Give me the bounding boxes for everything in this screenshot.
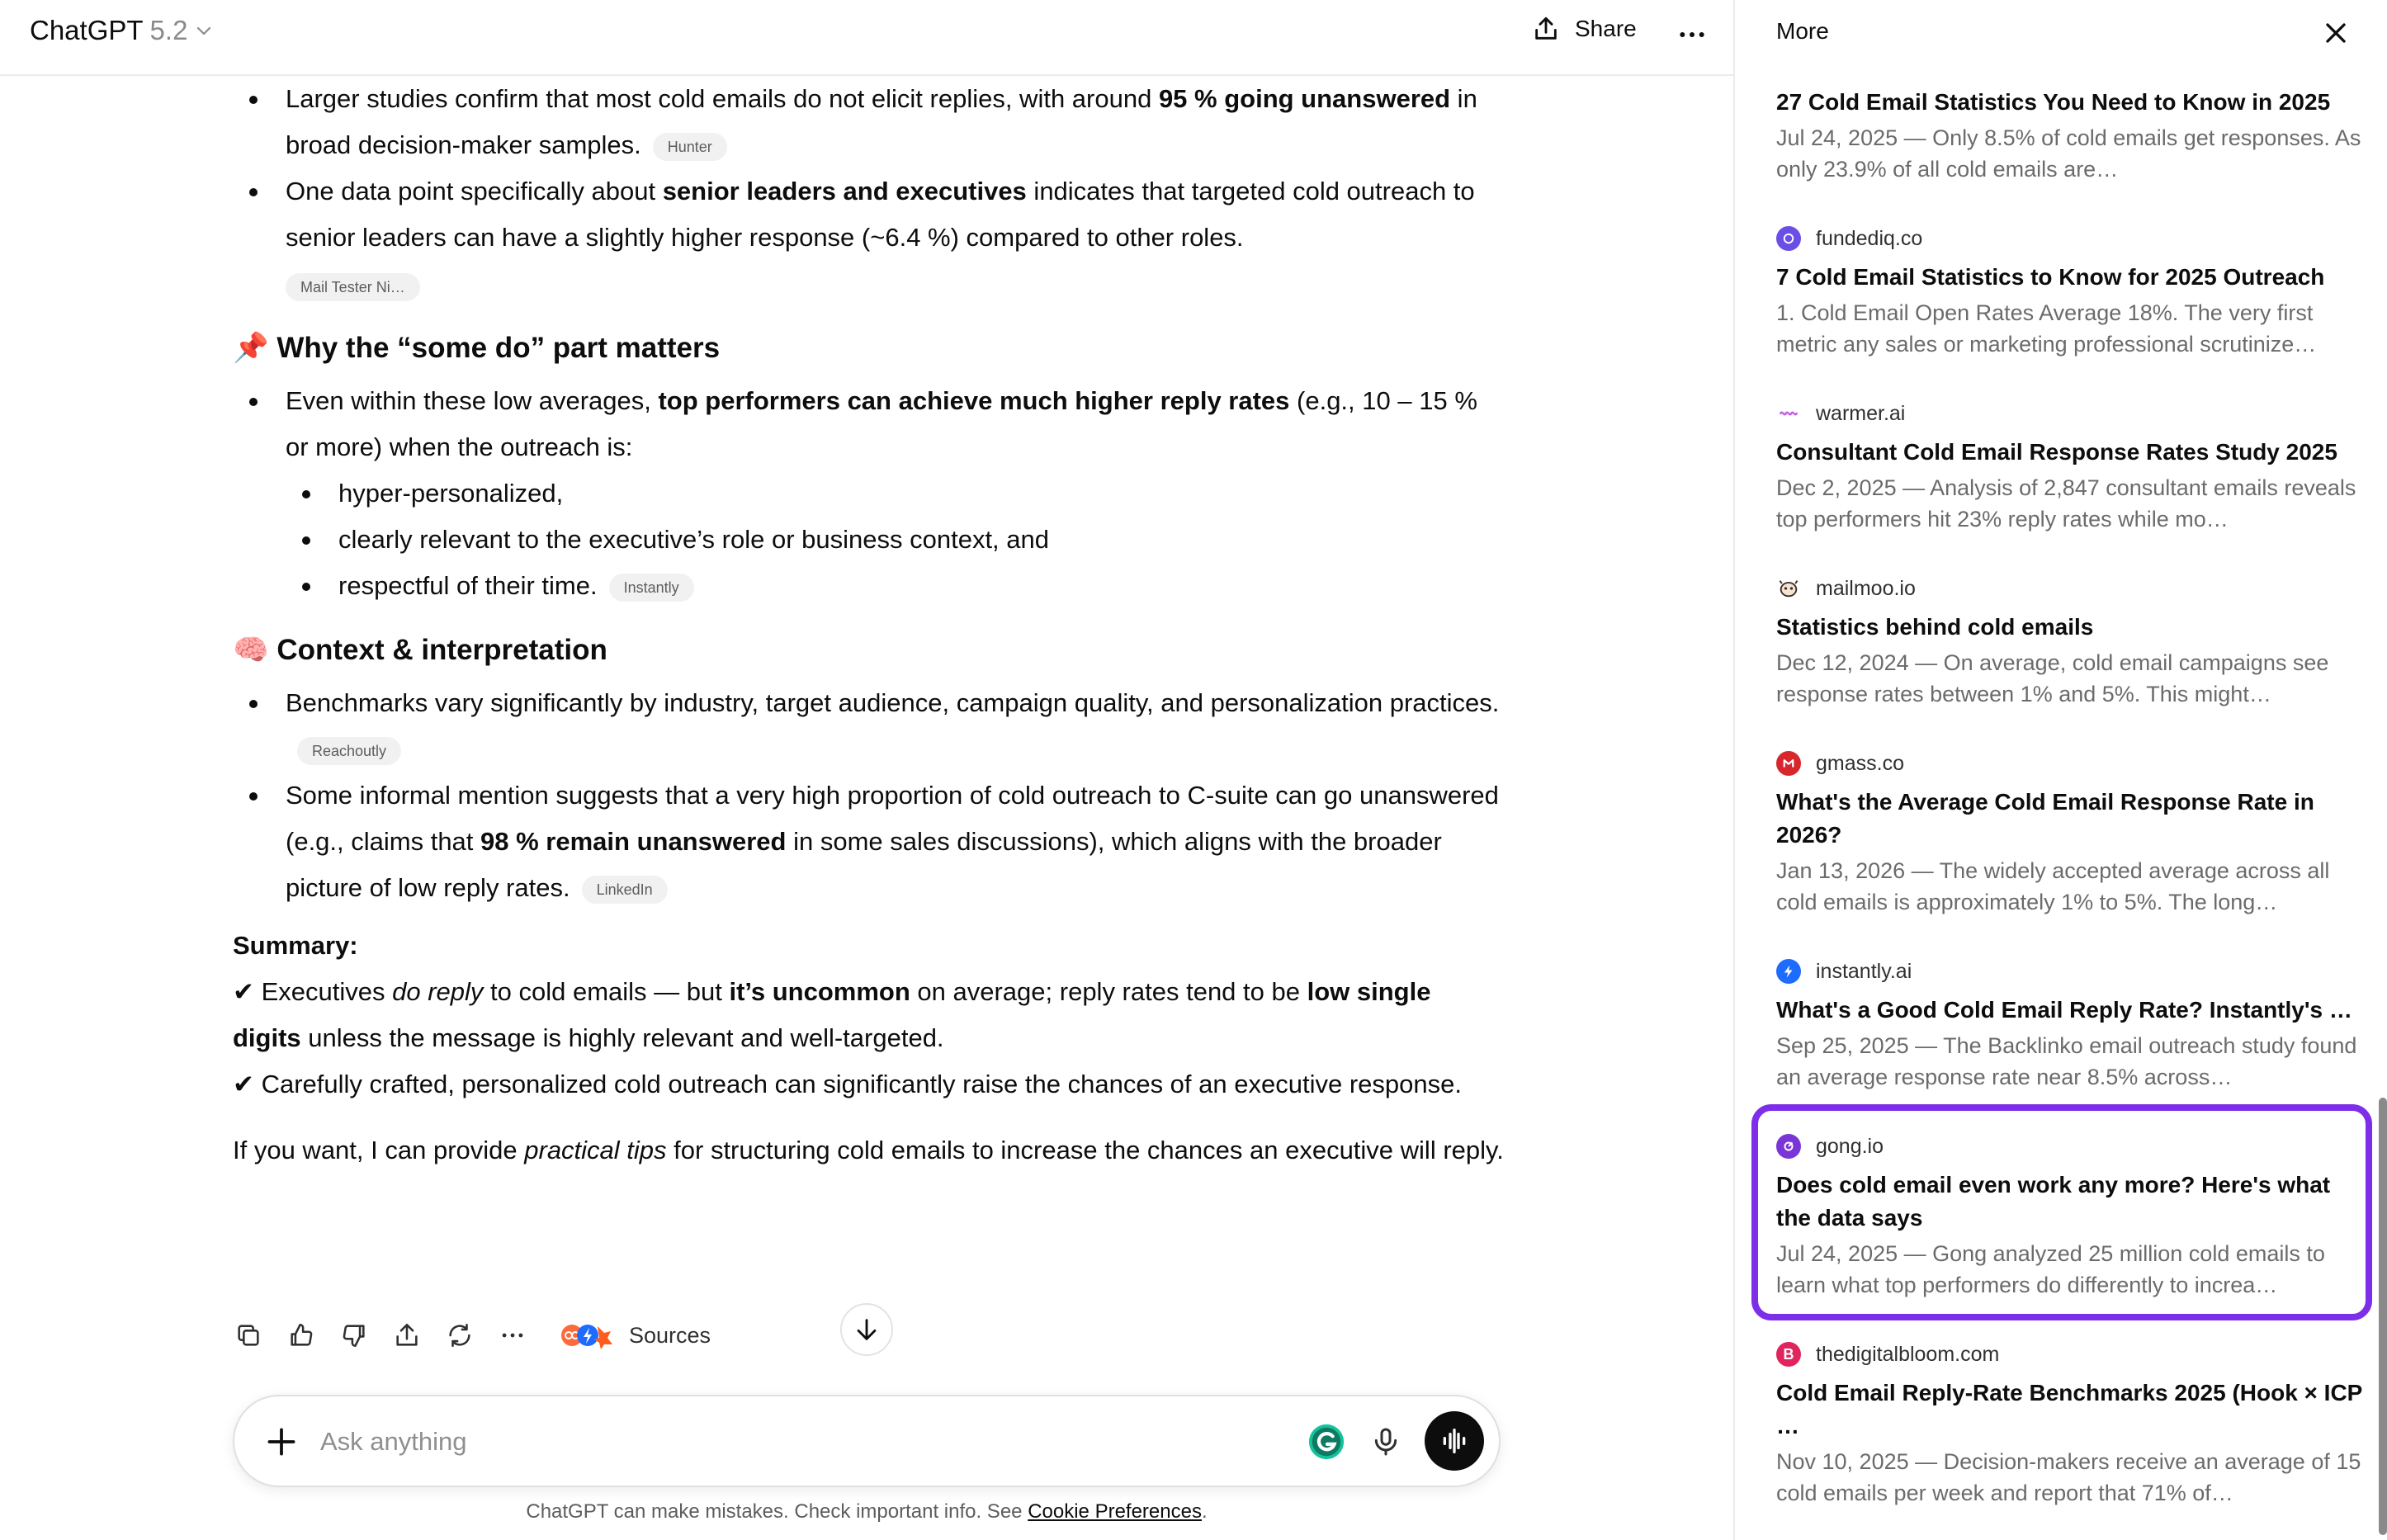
prompt-input[interactable] [320,1421,1476,1462]
list-item: clearly relevant to the executive’s role or business context, and [233,517,1504,563]
summary-label: Summary: [233,931,358,960]
share-icon [1532,15,1560,43]
assistant-message [233,76,1504,1174]
sources-button[interactable] [560,1321,711,1349]
panel-header [1735,0,2387,64]
microphone-icon[interactable] [1365,1421,1406,1462]
more-options-icon[interactable] [1676,18,1709,51]
voice-mode-button[interactable] [1425,1411,1484,1471]
citation-chip[interactable]: Instantly [609,574,694,602]
summary-line: ✔ Carefully crafted, personalized cold outreach can significantly raise the chances of an executive response. [233,1070,1462,1098]
disclaimer: ChatGPT can make mistakes. Check important info. See Cookie Preferences. [526,1500,1208,1523]
share-button[interactable] [1532,15,1637,43]
gmass-icon [1776,751,1801,776]
cookie-preferences-link[interactable]: Cookie Preferences [1028,1500,1202,1523]
citation-chip[interactable]: Mail Tester Ni… [286,273,420,301]
source-item[interactable]: fundediq.co 7 Cold Email Statistics to Know for 2025 Outreach 1. Cold Email Open Rates Average 18%. The very first metric any sales or marketing professional scrutinize… [1776,226,2325,357]
arrow-down-icon [853,1316,881,1344]
bullet-list [233,680,1504,911]
top-bar [0,0,1733,76]
message-actions [233,1311,711,1360]
share-message-icon[interactable] [391,1320,423,1351]
sources-label: Sources [629,1322,711,1348]
source-item[interactable]: gmass.co What's the Average Cold Email Response Rate in 2026? Jan 13, 2026 — The widely accepted average across all cold emails is approximately 1% to 5%. The long… [1776,751,2330,914]
list-item: respectful of their time. Instantly [233,563,1504,609]
source-item-highlighted[interactable]: gong.io Does cold email even work any more? Here's what the data says Jul 24, 2025 — Gong analyzed 25 million cold emails to learn what top performers do differently to increa… [1776,1134,2331,1297]
brain-icon: 🧠 [233,634,269,666]
source-item[interactable]: instantly.ai What's a Good Cold Email Reply Rate? Instantly's … Sep 25, 2025 — The Backlinko email outreach study found an average response rate near 8.5% across… [1776,959,2357,1089]
panel-title: More [1776,18,1829,44]
citation-chip[interactable]: LinkedIn [582,876,668,904]
bullet-list [233,378,1504,470]
thumbs-up-icon[interactable] [286,1320,317,1351]
source-item[interactable]: 27 Cold Email Statistics You Need to Know in 2025 Jul 24, 2025 — Only 8.5% of cold emails get responses. As only 23.9% of all cold emails are… [1776,89,2361,182]
source-item[interactable]: warmer.ai Consultant Cold Email Response Rates Study 2025 Dec 2, 2025 — Analysis of 2,847 consultant emails reveals top performers hit 23% reply rates while mo… [1776,401,2356,531]
sub-bullet-list [233,470,1504,609]
waveform-icon [1438,1424,1471,1457]
citation-chip[interactable]: Reachoutly [297,737,401,765]
mailmoo-icon [1776,576,1801,601]
list-item: Larger studies confirm that most cold emails do not elicit replies, with around 95 % going unanswered in broad decision-maker samples. Hunter [233,76,1504,168]
source-item[interactable]: mailmoo.io Statistics behind cold emails Dec 12, 2024 — On average, cold email campaigns see response rates between 1% and 5%. This might… [1776,576,2329,706]
app-name: ChatGPT [30,15,144,45]
chevron-down-icon [194,21,214,40]
section-heading: 🧠 Context & interpretation [233,634,607,666]
fundediq-icon [1776,226,1801,251]
instantly-icon [1776,959,1801,984]
list-item: One data point specifically about senior leaders and executives indicates that targeted cold outreach to senior leaders can have a slightly higher response (~6.4 %) compared to other roles. Mail Tester Ni… [233,168,1504,307]
share-label: Share [1575,16,1637,41]
grammarly-icon[interactable] [1307,1423,1345,1461]
model-version: 5.2 [149,15,188,45]
panel-scrollbar[interactable] [2379,1098,2387,1535]
bullet-list [233,76,1504,307]
warmer-icon [1776,401,1801,426]
regenerate-icon[interactable] [444,1320,475,1351]
list-item: hyper-personalized, [233,470,1504,517]
pushpin-icon: 📌 [233,332,269,364]
closing-paragraph: If you want, I can provide practical tips for structuring cold emails to increase the chances an executive will reply. [233,1136,1504,1164]
close-icon[interactable] [2319,17,2352,50]
citation-chip[interactable]: Hunter [653,133,727,161]
composer [233,1395,1501,1487]
sources-panel [1733,0,2387,1540]
list-item: Some informal mention suggests that a very high proportion of cold outreach to C-suite can go unanswered (e.g., claims that 98 % remain unanswered in some sales discussions), which aligns with the broader picture of low reply rates. LinkedIn [233,772,1504,911]
gong-icon [1776,1134,1801,1159]
list-item: Benchmarks vary significantly by industry, target audience, campaign quality, and personalization practices.Reachoutly [233,680,1504,772]
more-actions-icon[interactable] [497,1320,528,1351]
list-item: Even within these low averages, top performers can achieve much higher reply rates (e.g., 10 – 15 % or more) when the outreach is: [233,378,1504,470]
thumbs-down-icon[interactable] [338,1320,370,1351]
plus-icon[interactable] [261,1421,302,1462]
thedigitalbloom-icon: B [1776,1342,1801,1367]
source-item[interactable]: B thedigitalbloom.com Cold Email Reply-Rate Benchmarks 2025 (Hook × ICP … Nov 10, 2025 — Decision-makers receive an average of 15 cold emails per week and report that 71% of… [1776,1342,2362,1505]
section-heading: 📌 Why the “some do” part matters [233,332,721,364]
source-favicons [560,1321,617,1349]
model-selector[interactable] [30,15,214,46]
scroll-down-button[interactable] [840,1303,893,1356]
copy-icon[interactable] [233,1320,264,1351]
summary-line: ✔ Executives do reply to cold emails — but it’s uncommon on average; reply rates tend to be low single digits unless the message is highly relevant and well-targeted. [233,977,1431,1052]
source-favicon-icon [560,1321,617,1349]
